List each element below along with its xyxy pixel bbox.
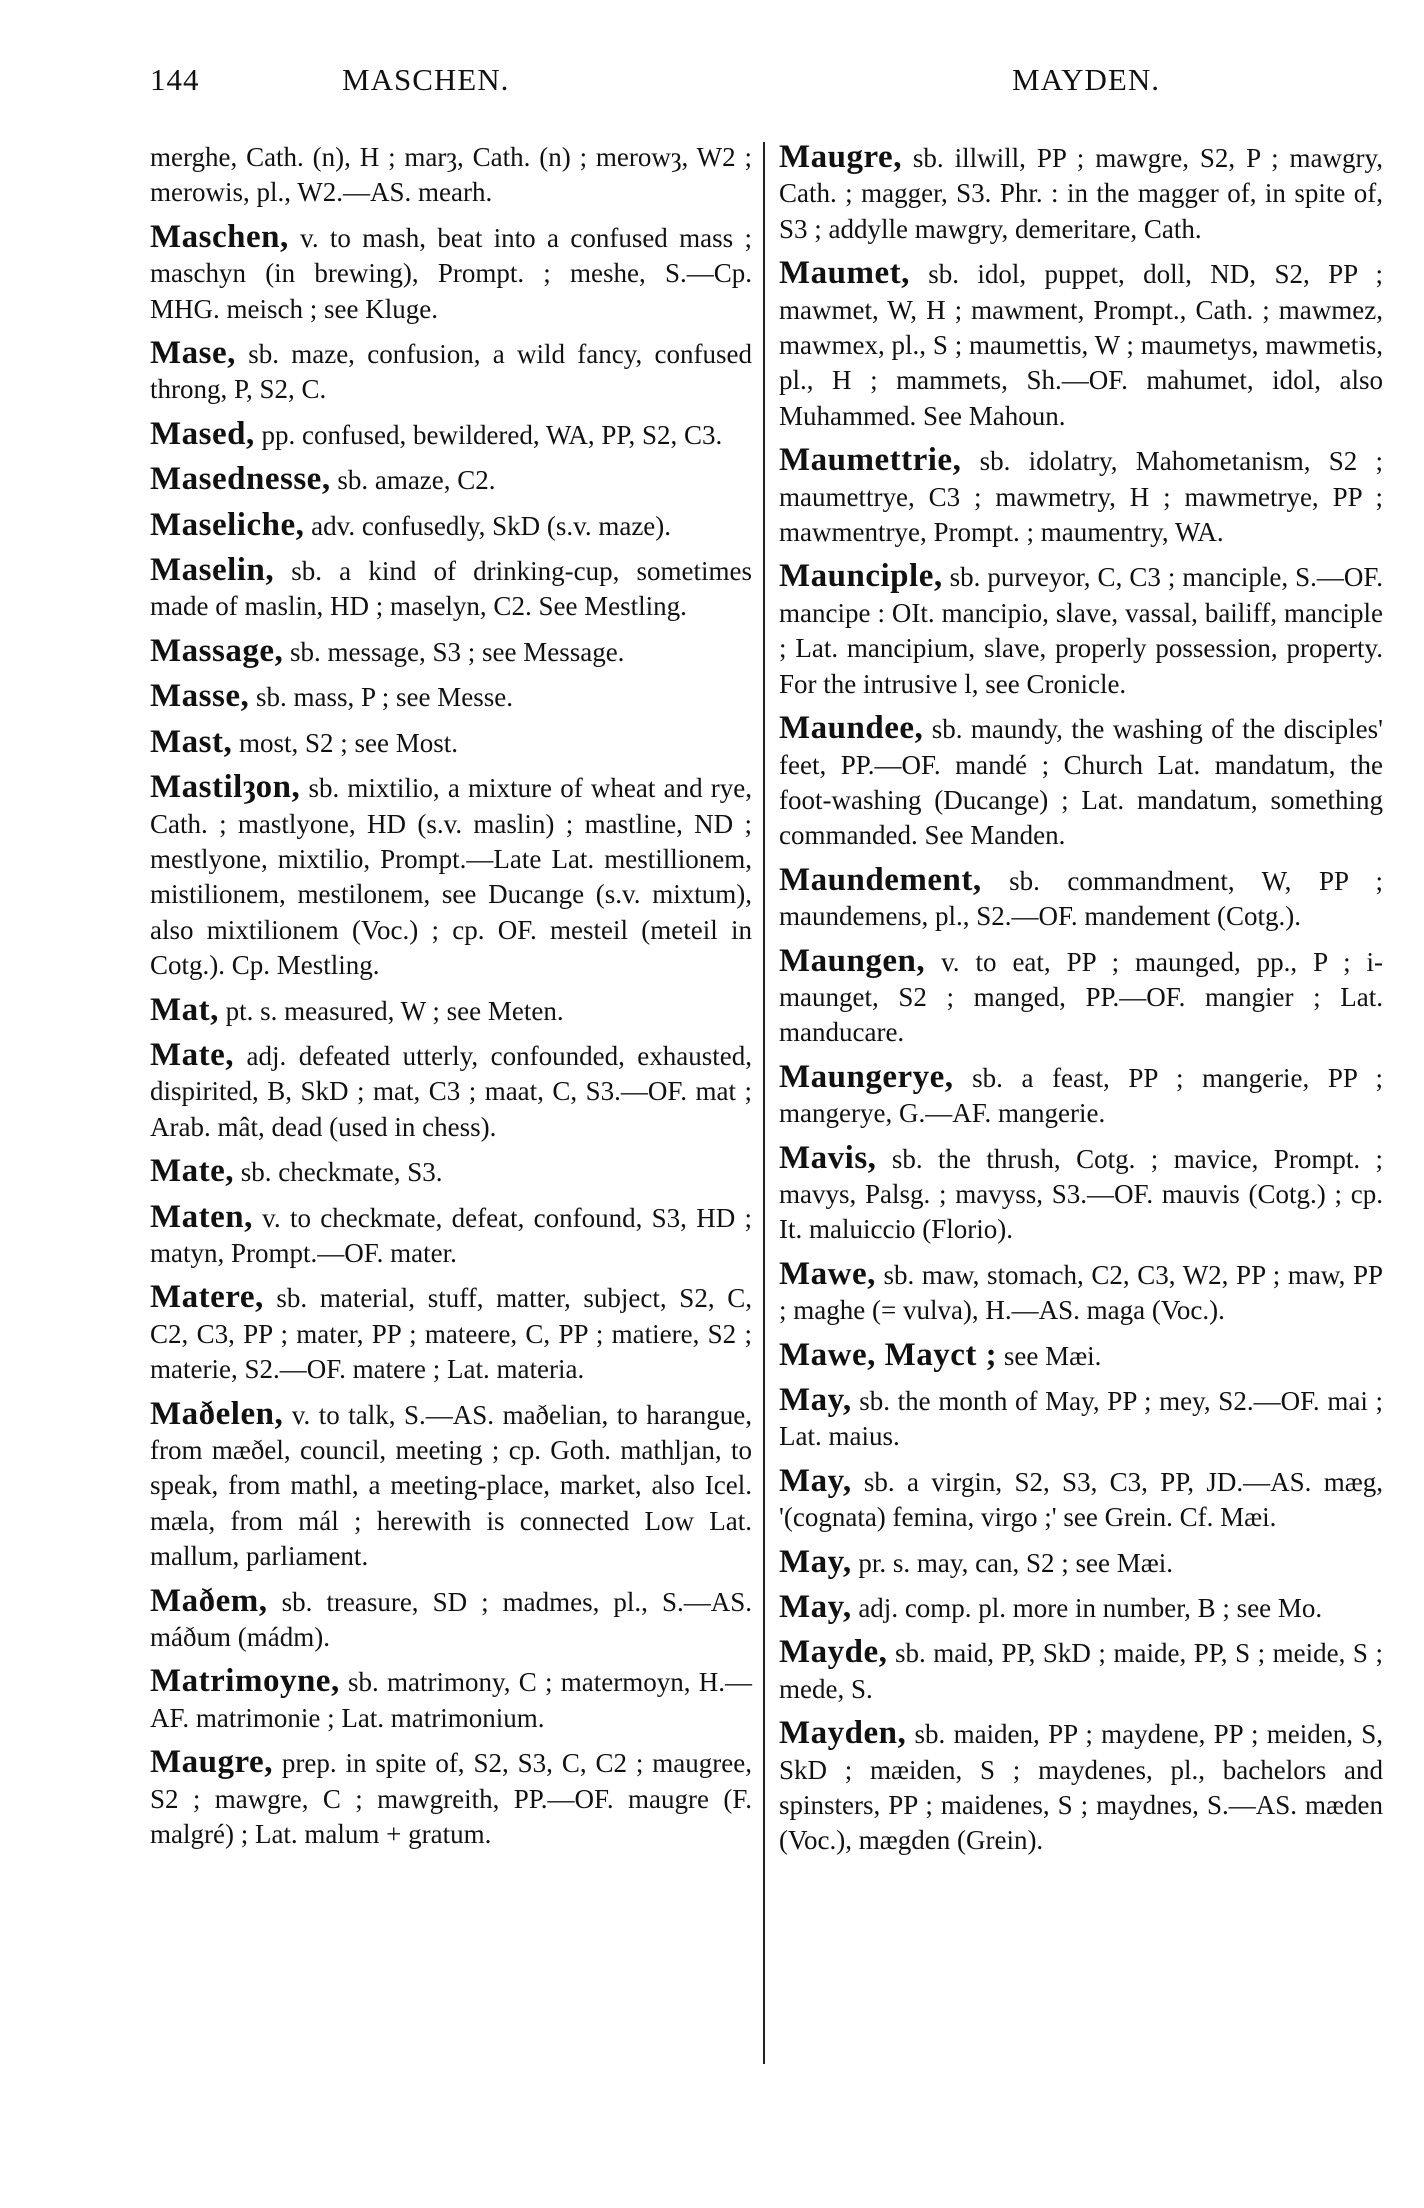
entry-headword: Mawe ,: [779, 1256, 876, 1292]
dictionary-entry: [779, 711, 1383, 854]
entry-text: v. to eat, PP ; maunged, pp., P ; i-maunget, S2 ; manged, PP.—OF. mangier ; Lat. manducare.: [779, 946, 1384, 1048]
entry-text: sb. a virgin, S2, S3, C3, PP, JD.—AS. mæg, '(cognata) femina, virgo ;' see Grein. Cf. Mæi.: [779, 1466, 1384, 1533]
dictionary-entry: [779, 863, 1383, 935]
entry-headword: Maumettrie ,: [779, 442, 961, 478]
page-number: 144: [150, 62, 200, 97]
dictionary-entry: [150, 770, 752, 983]
entry-text: merghe, Cath. (n), H ; marȝ, Cath. (n) ; merowȝ, W2 ; merowis, pl., W2.—AS. mearh.: [150, 142, 752, 208]
entry-headword: Maugre ,: [150, 1744, 273, 1780]
dictionary-entry: [150, 553, 752, 625]
entry-headword: Matere ,: [150, 1279, 264, 1315]
entry-headword: Mat ,: [150, 992, 219, 1028]
entry-text: v. to checkmate, defeat, confound, S3, HD ; matyn, Prompt.—OF. mater.: [150, 1202, 752, 1268]
entry-headword: Maseliche ,: [150, 507, 304, 543]
left-column: [150, 140, 752, 1861]
entry-headword: Maundement ,: [779, 862, 982, 898]
dictionary-entry: [150, 1584, 752, 1656]
entry-text: sb. the thrush, Cotg. ; mavice, Prompt. ; mavys, Palsg. ; mavyss, S3.—OF. mauvis (Cotg.) ; cp. It. maluiccio (Florio).: [779, 1143, 1383, 1245]
entry-headword: Mayde ,: [779, 1634, 887, 1670]
right-guide-word: MAYDEN.: [1012, 62, 1160, 97]
entry-headword: Maselin ,: [150, 552, 274, 588]
entry-text: sb. mass, P ; see Messe.: [255, 682, 513, 713]
dictionary-entry: [779, 1716, 1383, 1859]
entry-headword: Mawe, Mayct ;: [779, 1336, 998, 1373]
entry-text: pp. confused, bewildered, WA, PP, S2, C3.: [261, 419, 723, 450]
dictionary-entry: [150, 1397, 752, 1575]
entry-headword: Mase ,: [150, 335, 236, 371]
entry-headword: Mate ,: [150, 1037, 234, 1073]
entry-headword: Maðem ,: [150, 1583, 268, 1619]
entry-text: sb. matrimony, C ; matermoyn, H.—AF. matrimonie ; Lat. matrimonium.: [150, 1667, 752, 1733]
entry-headword: Massage ,: [150, 633, 283, 669]
entry-text: sb. message, S3 ; see Message.: [289, 636, 625, 667]
dictionary-entry: [779, 1590, 1383, 1626]
dictionary-entry: [779, 1060, 1383, 1132]
entry-headword: Mate ,: [150, 1153, 234, 1189]
dictionary-entry: [150, 140, 752, 211]
dictionary-entry: [150, 725, 752, 761]
dictionary-entry: [150, 1154, 752, 1190]
entry-headword: Maðelen ,: [150, 1396, 283, 1432]
dictionary-entry: [150, 1664, 752, 1736]
entry-headword: Mast ,: [150, 724, 232, 760]
entry-headword: Mastilȝon ,: [150, 769, 300, 805]
dictionary-entry: [150, 336, 752, 408]
entry-text: adv. confusedly, SkD (s.v. maze).: [311, 510, 672, 541]
right-column: [779, 140, 1383, 1868]
entry-text: sb. maiden, PP ; maydene, PP ; meiden, S, SkD ; mæiden, S ; maydenes, pl., bachelors and spinsters, PP ; maidenes, S ; maydnes, S.—AS. mæden (Voc.), mægden (Grein).: [779, 1719, 1383, 1856]
running-header: [150, 62, 1160, 122]
dictionary-entry: [150, 993, 752, 1029]
column-divider: [763, 142, 765, 2064]
dictionary-entry: [779, 944, 1383, 1051]
entry-text: sb. treasure, SD ; madmes, pl., S.—AS. máðum (mádm).: [150, 1586, 752, 1653]
entry-headword: Maumet ,: [779, 255, 910, 291]
entry-headword: May ,: [779, 1544, 852, 1580]
dictionary-entry: [150, 1280, 752, 1387]
entry-text: sb. maid, PP, SkD ; maide, PP, S ; meide, S ; mede, S.: [779, 1638, 1383, 1704]
entry-headword: May ,: [779, 1463, 852, 1499]
entry-headword: Maungerye ,: [779, 1059, 954, 1095]
dictionary-entry: [779, 256, 1383, 434]
dictionary-entry: [779, 1464, 1383, 1536]
entry-text: sb. a feast, PP ; mangerie, PP ; mangerye, G.—AF. mangerie.: [779, 1062, 1384, 1129]
dictionary-entry: [150, 417, 752, 453]
entry-text: see Mæi.: [1003, 1340, 1102, 1371]
entry-text: sb. idolatry, Mahometanism, S2 ; maumettrye, C3 ; mawmetry, H ; mawmetrye, PP ; mawmentrye, Prompt. ; maumentry, WA.: [779, 446, 1384, 548]
entry-headword: Maugre ,: [779, 139, 902, 175]
dictionary-entry: [150, 1038, 752, 1145]
entry-headword: Masse ,: [150, 678, 249, 714]
dictionary-entry: [150, 508, 752, 544]
entry-headword: Maunciple ,: [779, 558, 943, 594]
dictionary-entry: [779, 1338, 1383, 1374]
entry-text: adj. comp. pl. more in number, B ; see Mo.: [858, 1593, 1323, 1624]
dictionary-entry: [779, 559, 1383, 702]
entry-text: pr. s. may, can, S2 ; see Mæi.: [858, 1547, 1174, 1578]
dictionary-entry: [150, 634, 752, 670]
dictionary-entry: [779, 1141, 1383, 1248]
entry-headword: May ,: [779, 1589, 852, 1625]
dictionary-entry: [779, 1257, 1383, 1329]
entry-text: sb. maze, confusion, a wild fancy, confused throng, P, S2, C.: [150, 339, 753, 405]
entry-text: sb. maundy, the washing of the disciples' feet, PP.—OF. mandé ; Church Lat. mandatum, the foot-washing (Ducange) ; Lat. mandatum, something commanded. See Manden.: [779, 714, 1384, 851]
entry-text: sb. commandment, W, PP ; maundemens, pl., S2.—OF. mandement (Cotg.).: [779, 865, 1384, 932]
entry-headword: Masednesse ,: [150, 461, 331, 497]
entry-headword: Maten ,: [150, 1199, 253, 1235]
entry-text: adj. defeated utterly, confounded, exhausted, dispirited, B, SkD ; mat, C3 ; maat, C, S3.—OF. mat ; Arab. mât, dead (used in chess).: [150, 1040, 753, 1142]
entry-text: sb. a kind of drinking-cup, sometimes made of maslin, HD ; maselyn, C2. See Mestling.: [150, 556, 752, 622]
entry-text: pt. s. measured, W ; see Meten.: [225, 995, 564, 1026]
dictionary-entry: [779, 1383, 1383, 1455]
dictionary-entry: [779, 1545, 1383, 1581]
dictionary-entry: [779, 443, 1383, 550]
entry-text: sb. mixtilio, a mixture of wheat and rye, Cath. ; mastlyone, HD (s.v. maslin) ; mastline, ND ; mestlyone, mixtilio, Prompt.—Late Lat. mestillionem, mistilionem, mestilonem, see Ducange (s.v. mixtum), also mixtilionem (Voc.) ; cp. OF. mesteil (meteil in Cotg.). Cp. Mestling.: [150, 773, 752, 981]
entry-text: sb. material, stuff, matter, subject, S2, C, C2, C3, PP ; mater, PP ; mateere, C, PP ; matiere, S2 ; materie, S2.—OF. matere ; Lat. materia.: [150, 1283, 752, 1385]
entry-headword: May ,: [779, 1382, 852, 1418]
entry-headword: Maungen ,: [779, 943, 925, 979]
entry-text: v. to mash, beat into a confused mass ; maschyn (in brewing), Prompt. ; meshe, S.—Cp. MHG. meisch ; see Kluge.: [150, 222, 752, 324]
dictionary-entry: [150, 679, 752, 715]
entry-text: v. to talk, S.—AS. maðelian, to harangue, from mæðel, council, meeting ; cp. Goth. mathljan, to speak, from mathl, a meeting-place, market, also Icel. mæla, from mál ; herewith is connected Low Lat. mallum, parliament.: [150, 1399, 752, 1572]
entry-text: sb. the month of May, PP ; mey, S2.—OF. mai ; Lat. maius.: [779, 1386, 1383, 1452]
dictionary-entry: [150, 462, 752, 498]
entry-text: sb. purveyor, C, C3 ; manciple, S.—OF. mancipe : OIt. mancipio, slave, vassal, bailiff, manciple ; Lat. mancipium, slave, properly possession, property. For the intrusive l, see Cronicle.: [779, 562, 1383, 699]
entry-text: prep. in spite of, S2, S3, C, C2 ; maugree, S2 ; mawgre, C ; mawgreith, PP.—OF. maugre (F. malgré) ; Lat. malum + gratum.: [150, 1748, 753, 1850]
entry-text: sb. amaze, C2.: [337, 465, 496, 496]
entry-headword: Maundee ,: [779, 710, 923, 746]
entry-headword: Mayden ,: [779, 1715, 906, 1751]
left-guide-word: MASCHEN.: [342, 62, 510, 97]
entry-text: sb. checkmate, S3.: [240, 1157, 443, 1188]
entry-text: most, S2 ; see Most.: [238, 727, 459, 758]
dictionary-entry: [150, 1200, 752, 1272]
entry-text: sb. illwill, PP ; mawgre, S2, P ; mawgry, Cath. ; magger, S3. Phr. : in the magger of, in spite of, S3 ; addylle mawgry, demeritare, Cath.: [779, 143, 1383, 244]
entry-headword: Mavis ,: [779, 1140, 876, 1176]
entry-text: sb. idol, puppet, doll, ND, S2, PP ; mawmet, W, H ; mawment, Prompt., Cath. ; mawmez, mawmex, pl., S ; maumettis, W ; maumetys, mawmetis, pl., H ; mammets, Sh.—OF. mahumet, idol, also Muhammed. See Mahoun.: [779, 259, 1384, 431]
dictionary-entry: [150, 220, 752, 327]
dictionary-entry: [150, 1745, 752, 1852]
entry-text: sb. maw, stomach, C2, C3, W2, PP ; maw, PP ; maghe (= vulva), H.—AS. maga (Voc.).: [779, 1259, 1384, 1326]
entry-headword: Maschen ,: [150, 219, 289, 255]
dictionary-entry: [779, 140, 1383, 247]
dictionary-entry: [779, 1635, 1383, 1707]
entry-headword: Matrimoyne ,: [150, 1663, 340, 1699]
entry-headword: Mased ,: [150, 416, 255, 452]
